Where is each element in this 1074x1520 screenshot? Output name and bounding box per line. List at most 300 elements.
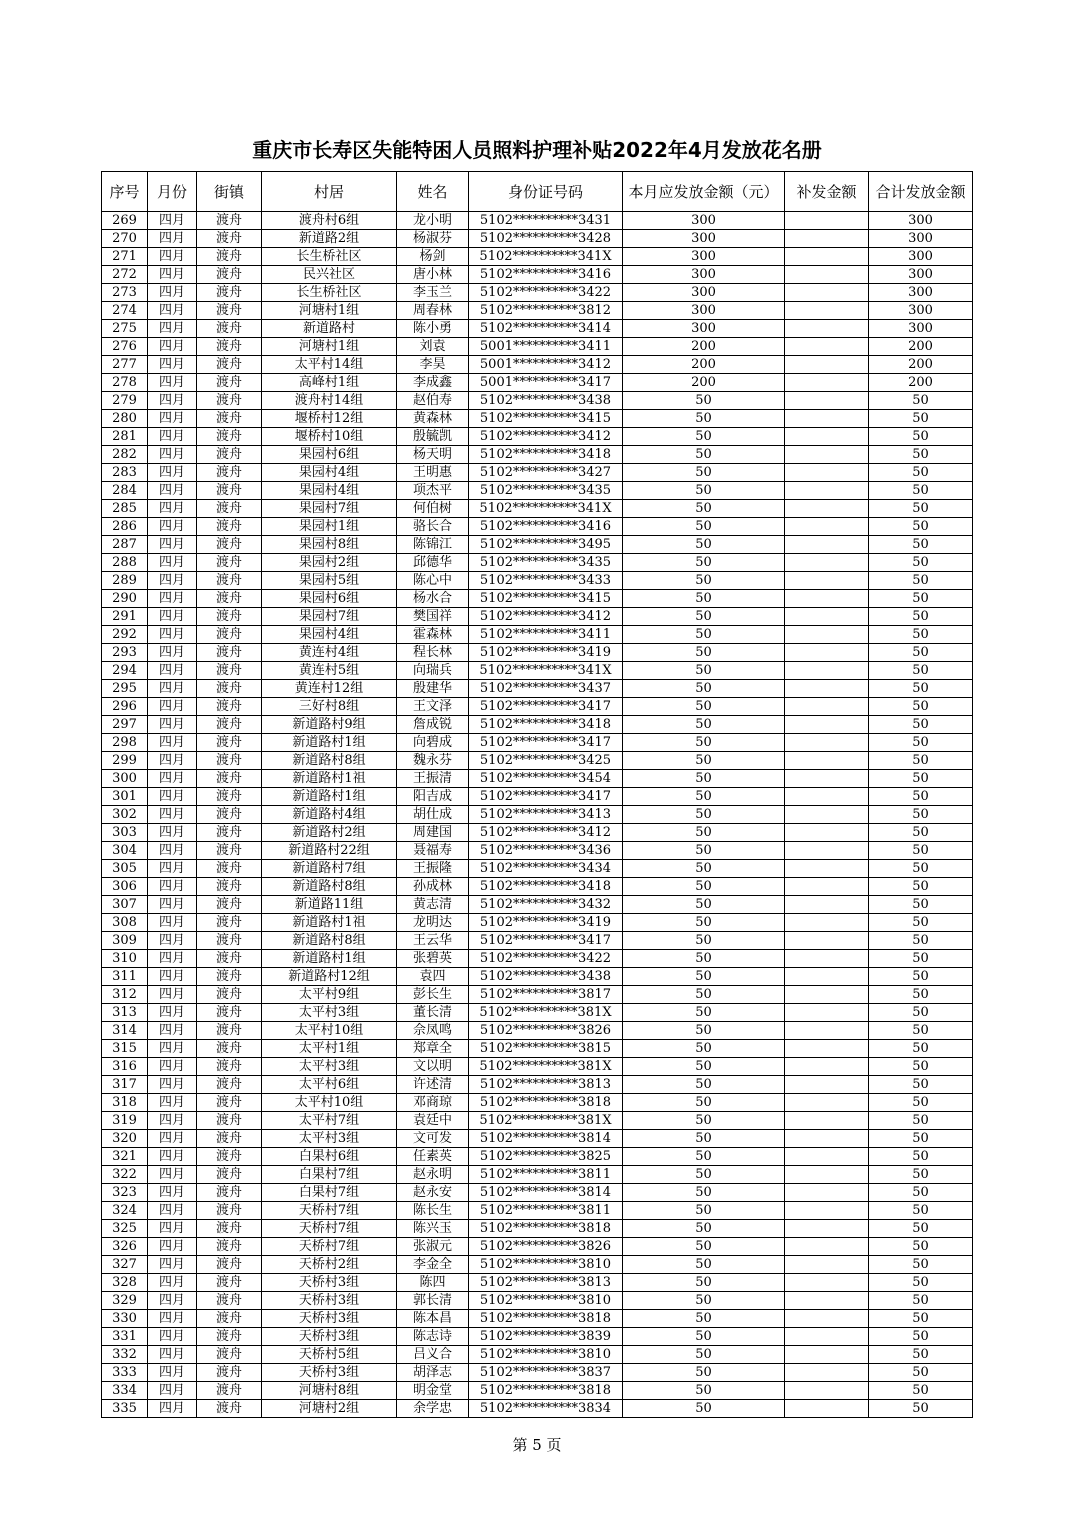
cell-id-number: 5102**********3826 (469, 1022, 623, 1040)
cell-id-number: 5102**********3417 (469, 932, 623, 950)
cell-name: 文可发 (397, 1130, 469, 1148)
cell-name: 李昊 (397, 356, 469, 374)
cell-id-number: 5102**********3433 (469, 572, 623, 590)
cell-village: 果园村4组 (262, 464, 397, 482)
cell-back-pay (785, 320, 869, 338)
cell-id-number: 5102**********3412 (469, 824, 623, 842)
cell-month: 四月 (148, 1148, 197, 1166)
table-row (102, 410, 973, 428)
cell-month: 四月 (148, 1130, 197, 1148)
cell-back-pay (785, 698, 869, 716)
cell-town: 渡舟 (197, 554, 262, 572)
table-row (102, 1364, 973, 1382)
cell-amount-due: 50 (623, 572, 785, 590)
cell-index: 284 (102, 482, 148, 500)
cell-town: 渡舟 (197, 1364, 262, 1382)
cell-town: 渡舟 (197, 482, 262, 500)
cell-id-number: 5102**********3419 (469, 914, 623, 932)
cell-name: 袁四 (397, 968, 469, 986)
cell-village: 新道路村4组 (262, 806, 397, 824)
cell-back-pay (785, 590, 869, 608)
cell-back-pay (785, 518, 869, 536)
cell-amount-due: 50 (623, 536, 785, 554)
cell-amount-due: 300 (623, 212, 785, 230)
cell-month: 四月 (148, 392, 197, 410)
cell-month: 四月 (148, 500, 197, 518)
cell-name: 郭长清 (397, 1292, 469, 1310)
table-row (102, 842, 973, 860)
cell-id-number: 5102**********3812 (469, 302, 623, 320)
cell-amount-due: 50 (623, 914, 785, 932)
cell-town: 渡舟 (197, 302, 262, 320)
cell-name: 王云华 (397, 932, 469, 950)
cell-amount-due: 50 (623, 1328, 785, 1346)
cell-index: 278 (102, 374, 148, 392)
table-row (102, 518, 973, 536)
cell-town: 渡舟 (197, 1382, 262, 1400)
cell-amount-due: 50 (623, 608, 785, 626)
cell-id-number: 5102**********3495 (469, 536, 623, 554)
cell-town: 渡舟 (197, 518, 262, 536)
cell-name: 殷建华 (397, 680, 469, 698)
cell-month: 四月 (148, 842, 197, 860)
cell-id-number: 5102**********3810 (469, 1346, 623, 1364)
cell-back-pay (785, 338, 869, 356)
cell-total: 50 (869, 968, 973, 986)
cell-back-pay (785, 1238, 869, 1256)
table-row (102, 914, 973, 932)
cell-village: 太平村3组 (262, 1058, 397, 1076)
cell-back-pay (785, 284, 869, 302)
cell-town: 渡舟 (197, 806, 262, 824)
cell-name: 龙明达 (397, 914, 469, 932)
cell-village: 新道路村8组 (262, 932, 397, 950)
cell-id-number: 5102**********381X (469, 1112, 623, 1130)
cell-village: 太平村3组 (262, 1130, 397, 1148)
cell-name: 佘凤鸣 (397, 1022, 469, 1040)
cell-index: 274 (102, 302, 148, 320)
cell-village: 天桥村3组 (262, 1310, 397, 1328)
cell-month: 四月 (148, 1346, 197, 1364)
cell-total: 50 (869, 932, 973, 950)
col-header-town: 街镇 (197, 172, 262, 212)
col-header-index: 序号 (102, 172, 148, 212)
cell-village: 高峰村1组 (262, 374, 397, 392)
cell-total: 50 (869, 1094, 973, 1112)
cell-name: 杨水合 (397, 590, 469, 608)
cell-total: 50 (869, 1166, 973, 1184)
cell-month: 四月 (148, 1400, 197, 1418)
cell-village: 果园村4组 (262, 626, 397, 644)
cell-village: 渡舟村6组 (262, 212, 397, 230)
cell-town: 渡舟 (197, 896, 262, 914)
cell-village: 新道路村8组 (262, 878, 397, 896)
table-row (102, 356, 973, 374)
cell-index: 295 (102, 680, 148, 698)
cell-amount-due: 50 (623, 680, 785, 698)
cell-id-number: 5102**********3414 (469, 320, 623, 338)
cell-month: 四月 (148, 320, 197, 338)
cell-id-number: 5102**********3811 (469, 1166, 623, 1184)
cell-total: 50 (869, 1382, 973, 1400)
cell-index: 282 (102, 446, 148, 464)
cell-amount-due: 50 (623, 1058, 785, 1076)
cell-village: 天桥村3组 (262, 1328, 397, 1346)
cell-index: 303 (102, 824, 148, 842)
cell-name: 郑章全 (397, 1040, 469, 1058)
cell-total: 50 (869, 770, 973, 788)
cell-amount-due: 50 (623, 734, 785, 752)
cell-town: 渡舟 (197, 284, 262, 302)
cell-total: 50 (869, 1400, 973, 1418)
cell-town: 渡舟 (197, 1292, 262, 1310)
cell-village: 新道路村 (262, 320, 397, 338)
cell-id-number: 5102**********3411 (469, 626, 623, 644)
cell-total: 300 (869, 320, 973, 338)
cell-index: 327 (102, 1256, 148, 1274)
cell-index: 286 (102, 518, 148, 536)
table-row (102, 968, 973, 986)
cell-total: 200 (869, 338, 973, 356)
cell-id-number: 5102**********3817 (469, 986, 623, 1004)
cell-name: 明金堂 (397, 1382, 469, 1400)
table-row (102, 1184, 973, 1202)
cell-index: 276 (102, 338, 148, 356)
cell-back-pay (785, 1310, 869, 1328)
cell-village: 堰桥村10组 (262, 428, 397, 446)
cell-village: 长生桥社区 (262, 284, 397, 302)
cell-id-number: 5102**********3417 (469, 734, 623, 752)
cell-index: 297 (102, 716, 148, 734)
cell-town: 渡舟 (197, 716, 262, 734)
cell-total: 50 (869, 752, 973, 770)
cell-month: 四月 (148, 1328, 197, 1346)
cell-village: 黄连村12组 (262, 680, 397, 698)
cell-amount-due: 50 (623, 1148, 785, 1166)
cell-village: 河塘村8组 (262, 1382, 397, 1400)
cell-index: 329 (102, 1292, 148, 1310)
cell-index: 279 (102, 392, 148, 410)
table-row (102, 1166, 973, 1184)
cell-index: 315 (102, 1040, 148, 1058)
cell-id-number: 5102**********3814 (469, 1130, 623, 1148)
cell-month: 四月 (148, 1220, 197, 1238)
cell-index: 292 (102, 626, 148, 644)
cell-name: 向瑞兵 (397, 662, 469, 680)
cell-town: 渡舟 (197, 1166, 262, 1184)
cell-total: 50 (869, 392, 973, 410)
cell-name: 胡泽志 (397, 1364, 469, 1382)
cell-month: 四月 (148, 644, 197, 662)
cell-id-number: 5102**********3422 (469, 950, 623, 968)
table-row (102, 950, 973, 968)
cell-name: 邓商琼 (397, 1094, 469, 1112)
cell-back-pay (785, 482, 869, 500)
cell-town: 渡舟 (197, 374, 262, 392)
cell-name: 李玉兰 (397, 284, 469, 302)
cell-amount-due: 50 (623, 1112, 785, 1130)
cell-name: 唐小林 (397, 266, 469, 284)
cell-amount-due: 50 (623, 392, 785, 410)
table-row (102, 752, 973, 770)
cell-village: 新道路村12组 (262, 968, 397, 986)
cell-name: 骆长合 (397, 518, 469, 536)
table-row (102, 320, 973, 338)
cell-amount-due: 50 (623, 1130, 785, 1148)
cell-town: 渡舟 (197, 392, 262, 410)
cell-village: 果园村6组 (262, 446, 397, 464)
cell-back-pay (785, 626, 869, 644)
cell-village: 新道路村7组 (262, 860, 397, 878)
cell-id-number: 5102**********3834 (469, 1400, 623, 1418)
cell-village: 太平村3组 (262, 1004, 397, 1022)
cell-id-number: 5102**********3428 (469, 230, 623, 248)
cell-index: 333 (102, 1364, 148, 1382)
cell-index: 314 (102, 1022, 148, 1040)
cell-name: 何伯树 (397, 500, 469, 518)
cell-name: 赵永明 (397, 1166, 469, 1184)
cell-back-pay (785, 1112, 869, 1130)
cell-total: 300 (869, 212, 973, 230)
cell-village: 果园村7组 (262, 608, 397, 626)
table-row (102, 608, 973, 626)
cell-town: 渡舟 (197, 248, 262, 266)
table-row (102, 1004, 973, 1022)
cell-id-number: 5102**********3438 (469, 968, 623, 986)
cell-village: 天桥村5组 (262, 1346, 397, 1364)
cell-month: 四月 (148, 1004, 197, 1022)
cell-town: 渡舟 (197, 1220, 262, 1238)
cell-id-number: 5102**********3813 (469, 1076, 623, 1094)
cell-name: 杨淑芬 (397, 230, 469, 248)
table-row (102, 572, 973, 590)
cell-month: 四月 (148, 1310, 197, 1328)
cell-id-number: 5102**********3436 (469, 842, 623, 860)
cell-total: 50 (869, 644, 973, 662)
cell-amount-due: 50 (623, 1076, 785, 1094)
cell-total: 50 (869, 698, 973, 716)
cell-name: 陈本昌 (397, 1310, 469, 1328)
cell-id-number: 5102**********3412 (469, 428, 623, 446)
cell-back-pay (785, 734, 869, 752)
cell-total: 50 (869, 986, 973, 1004)
cell-index: 287 (102, 536, 148, 554)
cell-total: 50 (869, 1148, 973, 1166)
cell-village: 新道路11组 (262, 896, 397, 914)
cell-name: 詹成锐 (397, 716, 469, 734)
cell-back-pay (785, 1400, 869, 1418)
cell-month: 四月 (148, 374, 197, 392)
cell-back-pay (785, 1004, 869, 1022)
cell-name: 周建国 (397, 824, 469, 842)
cell-back-pay (785, 1166, 869, 1184)
cell-back-pay (785, 302, 869, 320)
cell-month: 四月 (148, 446, 197, 464)
cell-amount-due: 50 (623, 1292, 785, 1310)
cell-month: 四月 (148, 662, 197, 680)
cell-back-pay (785, 644, 869, 662)
table-row (102, 248, 973, 266)
cell-month: 四月 (148, 428, 197, 446)
cell-month: 四月 (148, 734, 197, 752)
cell-village: 长生桥社区 (262, 248, 397, 266)
cell-month: 四月 (148, 698, 197, 716)
cell-index: 309 (102, 932, 148, 950)
cell-village: 天桥村3组 (262, 1274, 397, 1292)
cell-amount-due: 50 (623, 1040, 785, 1058)
cell-id-number: 5102**********3837 (469, 1364, 623, 1382)
cell-back-pay (785, 374, 869, 392)
cell-index: 324 (102, 1202, 148, 1220)
cell-amount-due: 50 (623, 1310, 785, 1328)
table-row (102, 536, 973, 554)
cell-town: 渡舟 (197, 1400, 262, 1418)
cell-total: 200 (869, 356, 973, 374)
cell-town: 渡舟 (197, 950, 262, 968)
cell-town: 渡舟 (197, 1130, 262, 1148)
cell-town: 渡舟 (197, 752, 262, 770)
cell-village: 新道路村22组 (262, 842, 397, 860)
cell-index: 323 (102, 1184, 148, 1202)
cell-index: 320 (102, 1130, 148, 1148)
cell-back-pay (785, 662, 869, 680)
cell-index: 326 (102, 1238, 148, 1256)
cell-name: 樊国祥 (397, 608, 469, 626)
cell-month: 四月 (148, 1022, 197, 1040)
cell-town: 渡舟 (197, 1274, 262, 1292)
cell-town: 渡舟 (197, 1202, 262, 1220)
cell-village: 果园村5组 (262, 572, 397, 590)
cell-month: 四月 (148, 482, 197, 500)
cell-amount-due: 50 (623, 482, 785, 500)
cell-town: 渡舟 (197, 212, 262, 230)
cell-index: 281 (102, 428, 148, 446)
cell-month: 四月 (148, 950, 197, 968)
col-header-id-number: 身份证号码 (469, 172, 623, 212)
cell-name: 李成鑫 (397, 374, 469, 392)
cell-index: 335 (102, 1400, 148, 1418)
cell-town: 渡舟 (197, 626, 262, 644)
cell-village: 太平村10组 (262, 1022, 397, 1040)
cell-back-pay (785, 356, 869, 374)
cell-month: 四月 (148, 806, 197, 824)
cell-town: 渡舟 (197, 860, 262, 878)
cell-town: 渡舟 (197, 1004, 262, 1022)
cell-amount-due: 50 (623, 554, 785, 572)
cell-total: 50 (869, 824, 973, 842)
cell-amount-due: 50 (623, 860, 785, 878)
cell-amount-due: 300 (623, 266, 785, 284)
cell-back-pay (785, 842, 869, 860)
cell-town: 渡舟 (197, 1148, 262, 1166)
cell-village: 新道路村9组 (262, 716, 397, 734)
col-header-name: 姓名 (397, 172, 469, 212)
cell-back-pay (785, 1220, 869, 1238)
cell-back-pay (785, 392, 869, 410)
cell-amount-due: 50 (623, 1022, 785, 1040)
cell-town: 渡舟 (197, 878, 262, 896)
cell-index: 290 (102, 590, 148, 608)
cell-month: 四月 (148, 464, 197, 482)
cell-index: 319 (102, 1112, 148, 1130)
cell-month: 四月 (148, 680, 197, 698)
cell-village: 新道路村1祖 (262, 770, 397, 788)
cell-back-pay (785, 932, 869, 950)
cell-village: 新道路2组 (262, 230, 397, 248)
table-row (102, 1328, 973, 1346)
cell-index: 273 (102, 284, 148, 302)
cell-month: 四月 (148, 914, 197, 932)
cell-id-number: 5001**********3412 (469, 356, 623, 374)
cell-id-number: 5102**********3415 (469, 410, 623, 428)
cell-total: 50 (869, 572, 973, 590)
cell-village: 河塘村1组 (262, 302, 397, 320)
cell-id-number: 5102**********3431 (469, 212, 623, 230)
cell-index: 277 (102, 356, 148, 374)
table-row (102, 1274, 973, 1292)
cell-month: 四月 (148, 1256, 197, 1274)
cell-back-pay (785, 824, 869, 842)
cell-month: 四月 (148, 248, 197, 266)
cell-total: 50 (869, 896, 973, 914)
cell-id-number: 5102**********3818 (469, 1310, 623, 1328)
cell-name: 聂福寿 (397, 842, 469, 860)
cell-index: 311 (102, 968, 148, 986)
cell-town: 渡舟 (197, 446, 262, 464)
cell-name: 王明惠 (397, 464, 469, 482)
cell-amount-due: 50 (623, 1184, 785, 1202)
cell-index: 269 (102, 212, 148, 230)
table-row (102, 374, 973, 392)
cell-total: 50 (869, 590, 973, 608)
cell-index: 318 (102, 1094, 148, 1112)
cell-name: 吕义合 (397, 1346, 469, 1364)
cell-back-pay (785, 1058, 869, 1076)
page-title: 重庆市长寿区失能特困人员照料护理补贴2022年4月发放花名册 (252, 138, 822, 162)
cell-total: 50 (869, 950, 973, 968)
cell-back-pay (785, 212, 869, 230)
cell-month: 四月 (148, 356, 197, 374)
cell-back-pay (785, 266, 869, 284)
cell-back-pay (785, 1040, 869, 1058)
cell-index: 296 (102, 698, 148, 716)
cell-index: 305 (102, 860, 148, 878)
cell-total: 50 (869, 1310, 973, 1328)
col-header-village: 村居 (262, 172, 397, 212)
cell-month: 四月 (148, 1184, 197, 1202)
table-row (102, 1256, 973, 1274)
table-row (102, 1040, 973, 1058)
cell-id-number: 5102**********3422 (469, 284, 623, 302)
table-row (102, 1292, 973, 1310)
cell-back-pay (785, 1094, 869, 1112)
cell-amount-due: 50 (623, 590, 785, 608)
cell-name: 程长林 (397, 644, 469, 662)
cell-month: 四月 (148, 212, 197, 230)
cell-index: 285 (102, 500, 148, 518)
table-row (102, 698, 973, 716)
cell-village: 天桥村2组 (262, 1256, 397, 1274)
cell-back-pay (785, 536, 869, 554)
cell-back-pay (785, 752, 869, 770)
cell-total: 50 (869, 518, 973, 536)
table-row (102, 824, 973, 842)
cell-name: 王振清 (397, 770, 469, 788)
cell-name: 黄志清 (397, 896, 469, 914)
cell-month: 四月 (148, 1274, 197, 1292)
cell-village: 新道路村2组 (262, 824, 397, 842)
cell-name: 龙小明 (397, 212, 469, 230)
